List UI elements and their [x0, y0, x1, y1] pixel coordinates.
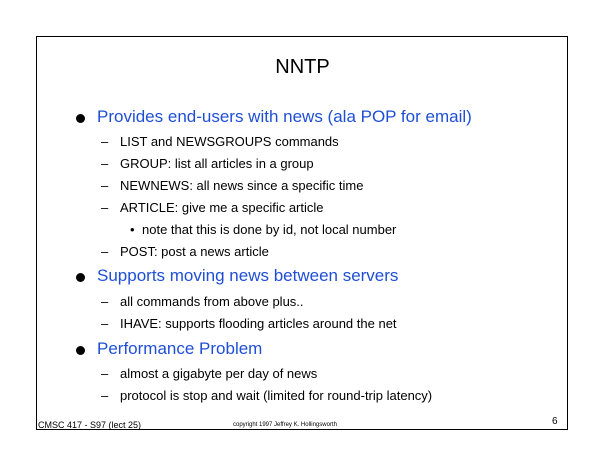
- sub-ihave: [101, 316, 397, 331]
- sub-all-commands: [101, 294, 304, 309]
- dash-icon: –: [101, 178, 109, 193]
- sub-newnews: [101, 178, 363, 193]
- footer-course: CMSC 417 - S97 (lect 25): [38, 420, 142, 430]
- sub-text: IHAVE: supports flooding articles around the net: [120, 316, 397, 331]
- footer-copyright: copyright 1997 Jeffrey K. Hollingsworth: [233, 422, 337, 428]
- sub-gigabyte: [101, 366, 317, 381]
- sub-text: all commands from above plus..: [120, 294, 304, 309]
- subsub-note: [130, 222, 396, 237]
- sub-text: almost a gigabyte per day of news: [120, 366, 318, 381]
- bullet-icon: [76, 114, 85, 123]
- bullet-performance: Performance Problem: [97, 339, 263, 358]
- sub-stop-and-wait: [101, 388, 432, 403]
- page-number: 6: [552, 416, 558, 427]
- dash-icon: –: [101, 316, 109, 331]
- sub-text: protocol is stop and wait (limited for round-trip latency): [120, 388, 433, 403]
- dash-icon: –: [101, 200, 109, 215]
- dash-icon: –: [101, 134, 109, 149]
- sub-text: GROUP: list all articles in a group: [120, 156, 314, 171]
- dot-icon: •: [130, 222, 135, 237]
- dash-icon: –: [101, 366, 109, 381]
- slide-title: NNTP: [275, 56, 330, 78]
- sub-text: ARTICLE: give me a specific article: [120, 200, 324, 215]
- bullet-supports: Supports moving news between servers: [97, 266, 399, 285]
- sub-text: POST: post a news article: [120, 244, 269, 259]
- bullet-icon: [76, 346, 85, 355]
- bullet-icon: [76, 273, 85, 282]
- subsub-text: note that this is done by id, not local number: [142, 222, 397, 237]
- dash-icon: –: [101, 244, 109, 259]
- sub-article: [101, 200, 324, 215]
- dash-icon: –: [101, 156, 109, 171]
- dash-icon: –: [101, 294, 109, 309]
- sub-text: LIST and NEWSGROUPS commands: [120, 134, 339, 149]
- bullet-provides: Provides end-users with news (ala POP for email): [97, 107, 472, 126]
- sub-post: [101, 244, 269, 259]
- sub-group: [101, 156, 314, 171]
- sub-text: NEWNEWS: all news since a specific time: [120, 178, 364, 193]
- dash-icon: –: [101, 388, 109, 403]
- sub-list-newsgroups: [101, 134, 339, 149]
